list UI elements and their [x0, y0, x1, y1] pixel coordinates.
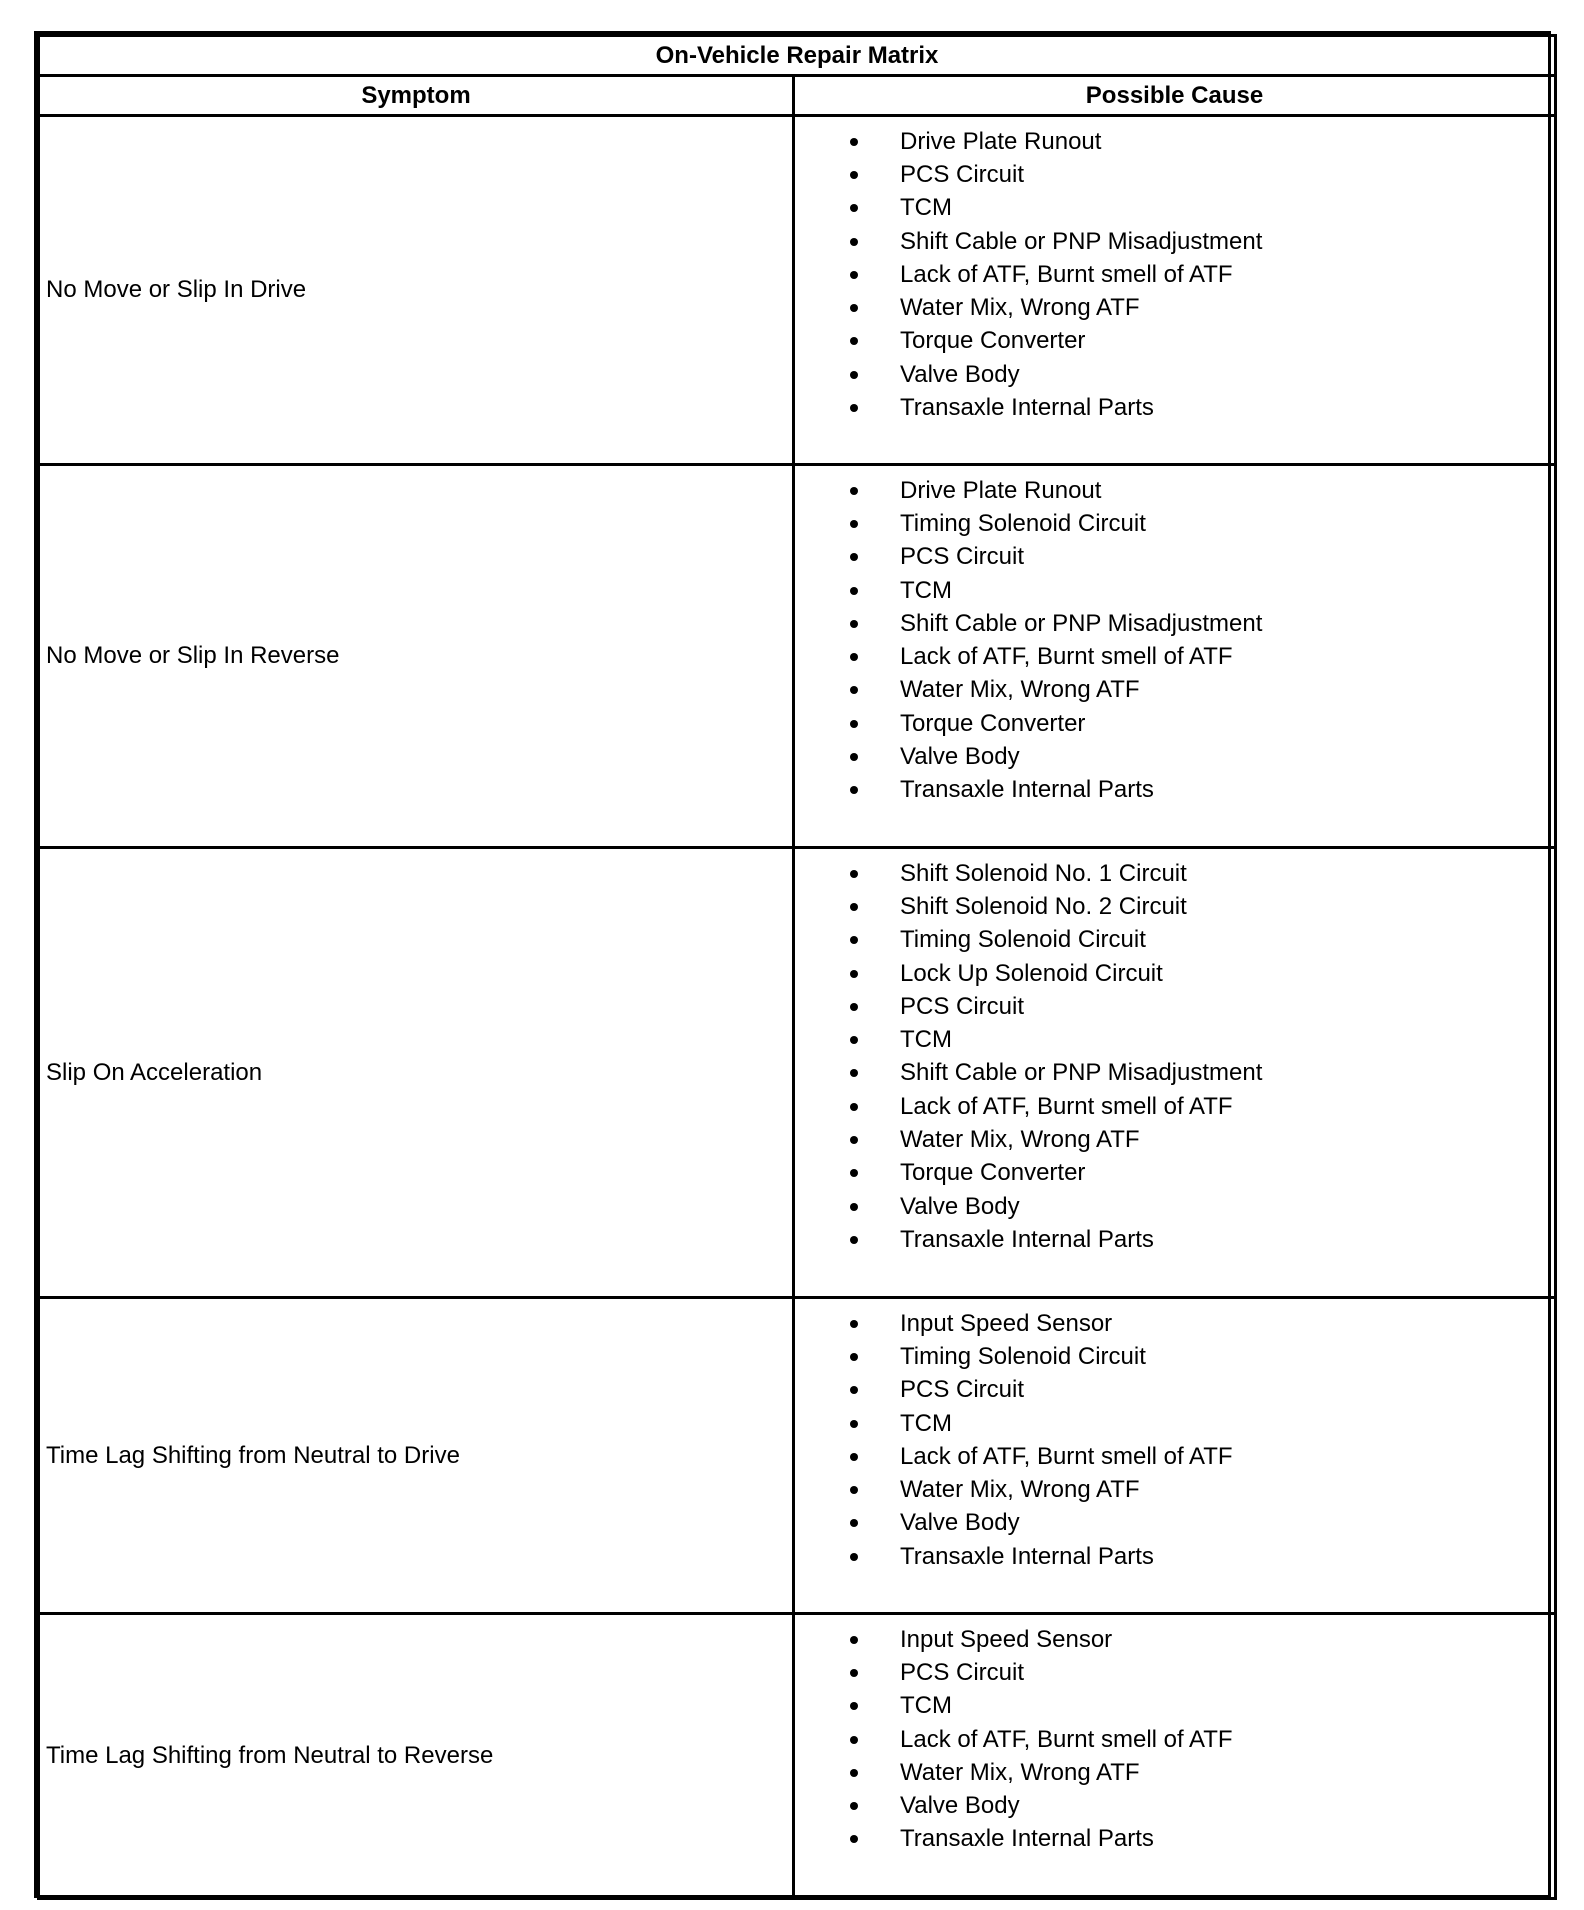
bullet-icon [850, 1320, 858, 1328]
list-item [795, 990, 1554, 1023]
list-item [795, 857, 1554, 890]
table-row [39, 465, 1556, 848]
list-item [795, 1656, 1554, 1689]
list-item [795, 1407, 1554, 1440]
list-item [795, 225, 1554, 258]
list-item [795, 1723, 1554, 1756]
list-item [795, 1340, 1554, 1373]
cause-text: Water Mix, Wrong ATF [900, 1126, 1140, 1154]
list-item [795, 1374, 1554, 1407]
list-item [795, 1623, 1554, 1656]
cause-list [795, 857, 1554, 1257]
list-item [795, 358, 1554, 391]
table-title: On-Vehicle Repair Matrix [39, 36, 1556, 76]
repair-matrix-table [34, 31, 1551, 1898]
bullet-icon [850, 1069, 858, 1077]
list-item [795, 258, 1554, 291]
cause-text: Shift Solenoid No. 2 Circuit [900, 892, 1187, 920]
bullet-icon [850, 936, 858, 944]
cause-list [795, 125, 1554, 425]
table-row [39, 1614, 1556, 1899]
list-item [795, 291, 1554, 324]
table-row [39, 848, 1556, 1298]
list-item [795, 158, 1554, 191]
bullet-icon [850, 271, 858, 279]
cause-text: TCM [900, 1026, 952, 1054]
cause-text: PCS Circuit [900, 992, 1025, 1020]
bullet-icon [850, 371, 858, 379]
symptom-cell: No Move or Slip In Reverse [39, 465, 794, 848]
possible-cause-cell [794, 1614, 1556, 1899]
list-item [795, 1057, 1554, 1090]
cause-text: PCS Circuit [900, 1658, 1025, 1686]
bullet-icon [850, 1669, 858, 1677]
cause-text: Valve Body [900, 360, 1020, 388]
list-item [795, 1473, 1554, 1506]
bullet-icon [850, 238, 858, 246]
table-title-row [39, 36, 1556, 76]
possible-cause-cell [794, 116, 1556, 465]
cause-text: Shift Cable or PNP Misadjustment [900, 609, 1263, 637]
table-row [39, 1298, 1556, 1614]
list-item [795, 674, 1554, 707]
cause-text: Water Mix, Wrong ATF [900, 1758, 1140, 1786]
bullet-icon [850, 1353, 858, 1361]
bullet-icon [850, 1486, 858, 1494]
bullet-icon [850, 753, 858, 761]
bullet-icon [850, 1103, 858, 1111]
cause-text: Lock Up Solenoid Circuit [900, 959, 1163, 987]
cause-text: Valve Body [900, 1192, 1020, 1220]
list-item [795, 1690, 1554, 1723]
bullet-icon [850, 1453, 858, 1461]
list-item [795, 507, 1554, 540]
cause-text: Timing Solenoid Circuit [900, 1342, 1146, 1370]
cause-text: PCS Circuit [900, 160, 1025, 188]
cause-text: TCM [900, 1409, 952, 1437]
table-row [39, 116, 1556, 465]
list-item [795, 391, 1554, 424]
list-item [795, 1307, 1554, 1340]
cause-text: Torque Converter [900, 709, 1086, 737]
bullet-icon [850, 304, 858, 312]
bullet-icon [850, 337, 858, 345]
list-item [795, 924, 1554, 957]
bullet-icon [850, 1236, 858, 1244]
cause-text: Drive Plate Runout [900, 476, 1102, 504]
bullet-icon [850, 1769, 858, 1777]
cause-text: Input Speed Sensor [900, 1309, 1113, 1337]
cause-text: Lack of ATF, Burnt smell of ATF [900, 260, 1233, 288]
list-item [795, 774, 1554, 807]
bullet-icon [850, 1802, 858, 1810]
cause-text: Valve Body [900, 1792, 1020, 1820]
list-item [795, 541, 1554, 574]
list-item [795, 1023, 1554, 1056]
bullet-icon [850, 1835, 858, 1843]
list-item [795, 890, 1554, 923]
list-item [795, 125, 1554, 158]
symptom-cell: Slip On Acceleration [39, 848, 794, 1298]
bullet-icon [850, 1036, 858, 1044]
symptom-cell: Time Lag Shifting from Neutral to Drive [39, 1298, 794, 1614]
symptom-cell: No Move or Slip In Drive [39, 116, 794, 465]
bullet-icon [850, 204, 858, 212]
list-item [795, 1223, 1554, 1256]
bullet-icon [850, 1553, 858, 1561]
bullet-icon [850, 970, 858, 978]
list-item [795, 607, 1554, 640]
bullet-icon [850, 520, 858, 528]
list-item [795, 1789, 1554, 1822]
cause-text: Water Mix, Wrong ATF [900, 676, 1140, 704]
repair-matrix-grid [37, 34, 1557, 1900]
list-item [795, 1440, 1554, 1473]
bullet-icon [850, 620, 858, 628]
cause-text: Transaxle Internal Parts [900, 1542, 1154, 1570]
bullet-icon [850, 870, 858, 878]
symptom-cell: Time Lag Shifting from Neutral to Reverse [39, 1614, 794, 1899]
cause-text: Lack of ATF, Burnt smell of ATF [900, 643, 1233, 671]
bullet-icon [850, 686, 858, 694]
bullet-icon [850, 171, 858, 179]
list-item [795, 1540, 1554, 1573]
list-item [795, 640, 1554, 673]
bullet-icon [850, 487, 858, 495]
possible-cause-cell [794, 848, 1556, 1298]
bullet-icon [850, 1636, 858, 1644]
cause-text: Transaxle Internal Parts [900, 394, 1154, 422]
cause-text: Water Mix, Wrong ATF [900, 1476, 1140, 1504]
cause-list [795, 1307, 1554, 1573]
list-item [795, 1507, 1554, 1540]
bullet-icon [850, 903, 858, 911]
bullet-icon [850, 1169, 858, 1177]
list-item [795, 1157, 1554, 1190]
list-item [795, 707, 1554, 740]
cause-text: Lack of ATF, Burnt smell of ATF [900, 1725, 1233, 1753]
cause-text: Shift Cable or PNP Misadjustment [900, 1059, 1263, 1087]
bullet-icon [850, 1702, 858, 1710]
possible-cause-column-header: Possible Cause [794, 76, 1556, 116]
cause-text: Timing Solenoid Circuit [900, 509, 1146, 537]
cause-text: Torque Converter [900, 327, 1086, 355]
bullet-icon [850, 1386, 858, 1394]
cause-list [795, 474, 1554, 807]
list-item [795, 325, 1554, 358]
cause-text: Valve Body [900, 1509, 1020, 1537]
list-item [795, 1090, 1554, 1123]
cause-text: Water Mix, Wrong ATF [900, 294, 1140, 322]
bullet-icon [850, 1736, 858, 1744]
list-item [795, 474, 1554, 507]
bullet-icon [850, 587, 858, 595]
bullet-icon [850, 720, 858, 728]
cause-text: Transaxle Internal Parts [900, 1825, 1154, 1853]
cause-text: Input Speed Sensor [900, 1625, 1113, 1653]
cause-text: PCS Circuit [900, 543, 1025, 571]
cause-text: Timing Solenoid Circuit [900, 926, 1146, 954]
cause-text: PCS Circuit [900, 1376, 1025, 1404]
bullet-icon [850, 1420, 858, 1428]
bullet-icon [850, 1203, 858, 1211]
cause-text: Valve Body [900, 743, 1020, 771]
list-item [795, 574, 1554, 607]
cause-text: Lack of ATF, Burnt smell of ATF [900, 1092, 1233, 1120]
cause-text: Shift Solenoid No. 1 Circuit [900, 859, 1187, 887]
bullet-icon [850, 404, 858, 412]
cause-text: TCM [900, 1692, 952, 1720]
cause-list [795, 1623, 1554, 1856]
cause-text: Torque Converter [900, 1159, 1086, 1187]
cause-text: Lack of ATF, Burnt smell of ATF [900, 1442, 1233, 1470]
list-item [795, 1756, 1554, 1789]
bullet-icon [850, 653, 858, 661]
list-item [795, 957, 1554, 990]
cause-text: Shift Cable or PNP Misadjustment [900, 227, 1263, 255]
bullet-icon [850, 786, 858, 794]
bullet-icon [850, 1519, 858, 1527]
list-item [795, 1823, 1554, 1856]
bullet-icon [850, 1003, 858, 1011]
list-item [795, 1123, 1554, 1156]
bullet-icon [850, 553, 858, 561]
possible-cause-cell [794, 1298, 1556, 1614]
list-item [795, 740, 1554, 773]
possible-cause-cell [794, 465, 1556, 848]
symptom-column-header: Symptom [39, 76, 794, 116]
bullet-icon [850, 138, 858, 146]
table-header-row [39, 76, 1556, 116]
list-item [795, 1190, 1554, 1223]
bullet-icon [850, 1136, 858, 1144]
cause-text: Drive Plate Runout [900, 127, 1102, 155]
cause-text: TCM [900, 576, 952, 604]
list-item [795, 192, 1554, 225]
cause-text: Transaxle Internal Parts [900, 776, 1154, 804]
cause-text: Transaxle Internal Parts [900, 1225, 1154, 1253]
cause-text: TCM [900, 194, 952, 222]
